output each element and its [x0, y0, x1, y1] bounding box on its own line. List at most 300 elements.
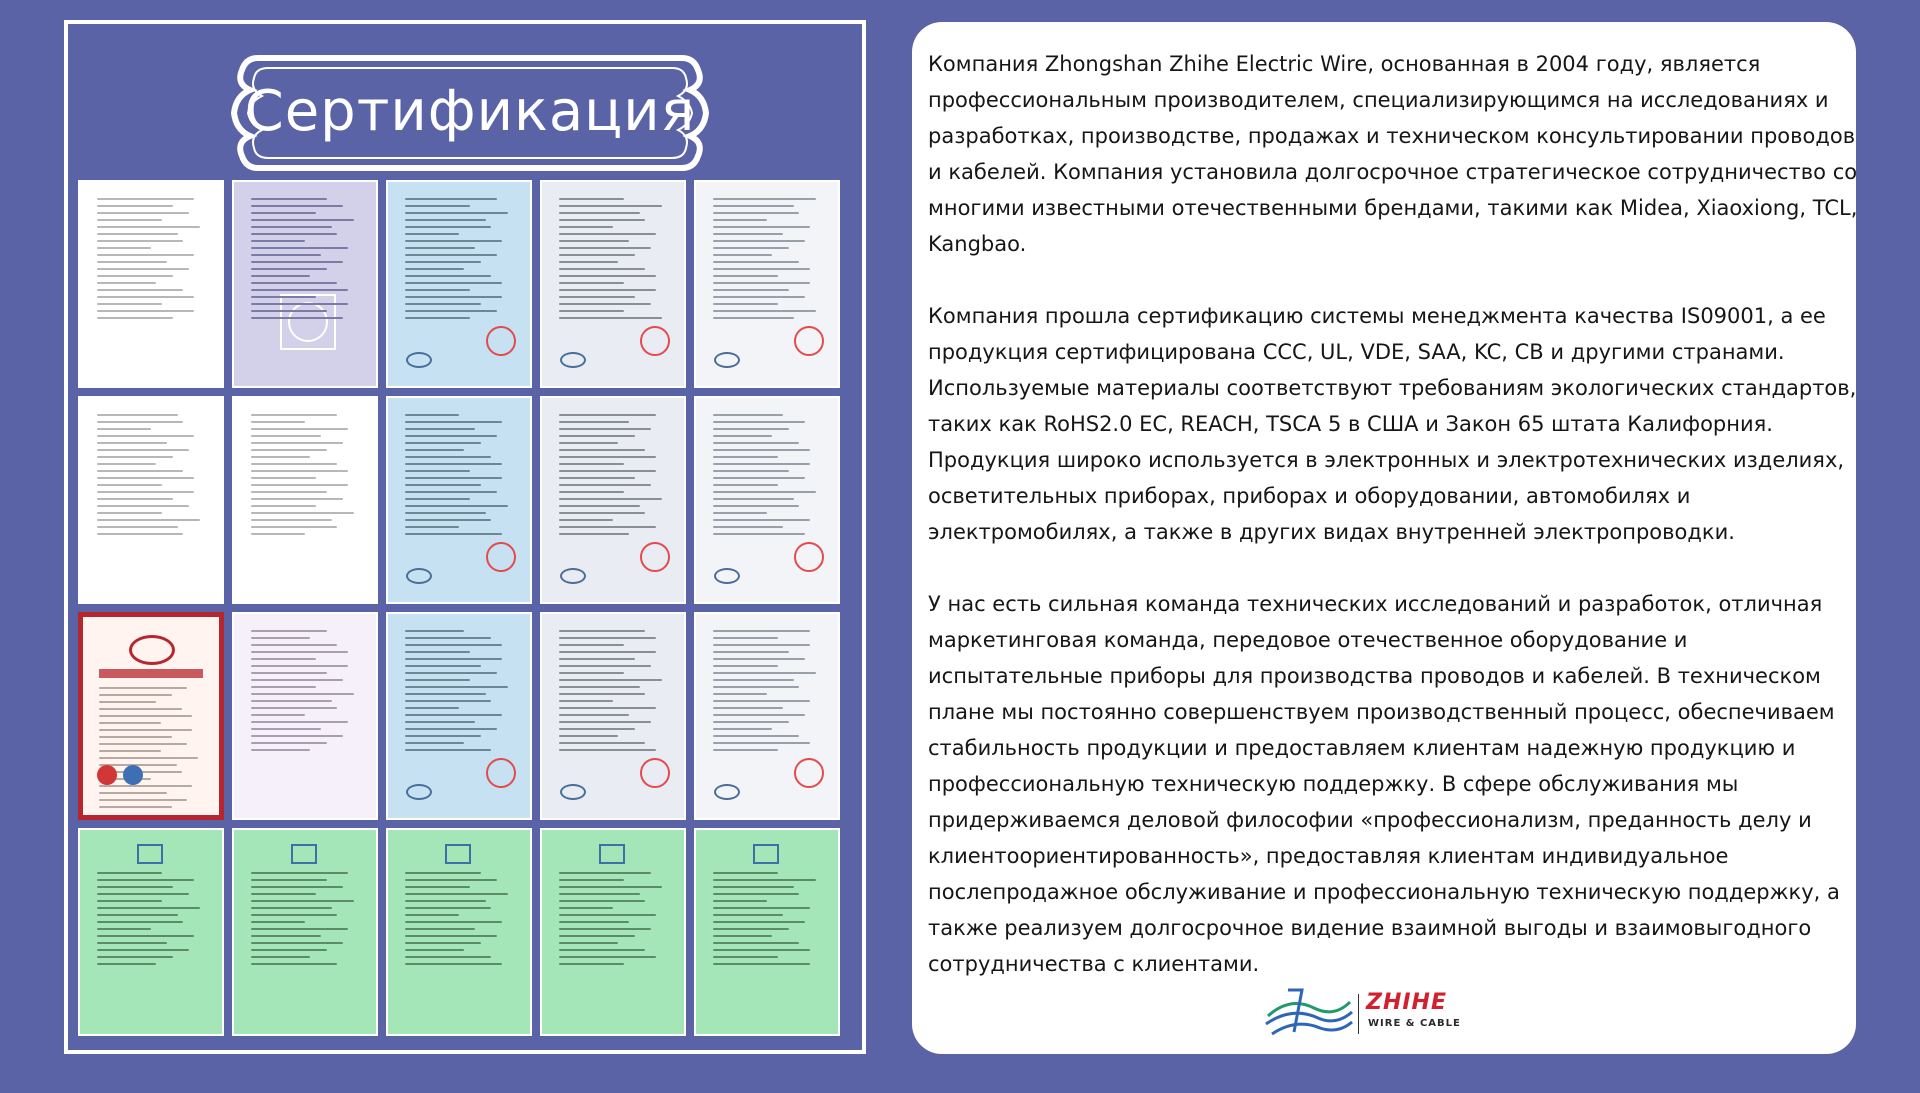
- text-line: [251, 679, 343, 681]
- text-line: [97, 533, 183, 535]
- text-line: [559, 456, 656, 458]
- text-line: [97, 914, 178, 916]
- text-line: [559, 198, 624, 200]
- text-line: [713, 317, 794, 319]
- paragraph-certification: Компания прошла сертификацию системы менеджмента качества IS09001, а ее продукция сертифицирована CCC, UL, VDE, SAA, KC, CB и другими странами. Используемые материалы соответствуют требованиям экологических стандартов, таких как RoHS2.0 EC, REACH, TSCA 5 в США и Закон 65 штата Калифорния. Продукция широко используется в электронных и электротехнических изделиях, осветительных приборах, приборах и оборудовании, автомобилях и электромобилях, а также в других видах внутренней электропроводки.: [928, 304, 1857, 544]
- text-line: [559, 421, 629, 423]
- text-line: [713, 637, 778, 639]
- text-line: [559, 630, 645, 632]
- text-line: [405, 205, 470, 207]
- text-line: [405, 268, 464, 270]
- text-line: [97, 872, 162, 874]
- text-line: [405, 879, 497, 881]
- text-line: [713, 672, 816, 674]
- kc-logo-icon: [599, 844, 625, 864]
- text-line: [559, 707, 656, 709]
- certificate-text-lines: [405, 414, 513, 540]
- text-line: [405, 463, 502, 465]
- text-line: [405, 296, 502, 298]
- text-line: [97, 212, 189, 214]
- text-line: [251, 963, 337, 965]
- text-line: [99, 792, 166, 794]
- certificate-text-lines: [559, 872, 667, 970]
- text-line: [405, 275, 491, 277]
- text-line: [713, 268, 810, 270]
- text-line: [97, 240, 183, 242]
- red-stamp-icon: [640, 758, 670, 788]
- text-line: [405, 714, 502, 716]
- text-line: [559, 735, 618, 737]
- text-line: [251, 435, 321, 437]
- text-line: [713, 275, 778, 277]
- text-line: [713, 928, 789, 930]
- certificate-text-lines: [559, 414, 667, 540]
- text-line: [405, 233, 459, 235]
- text-line: [99, 694, 171, 696]
- text-line: [405, 526, 459, 528]
- text-line: [405, 693, 486, 695]
- text-line: [559, 900, 645, 902]
- text-line: [713, 658, 805, 660]
- text-line: [559, 219, 645, 221]
- company-logo: [1262, 982, 1512, 1042]
- text-line: [713, 651, 789, 653]
- text-line: [97, 449, 189, 451]
- ccc-mark-icon: [714, 352, 740, 368]
- kc-logo-icon: [753, 844, 779, 864]
- text-line: [251, 742, 327, 744]
- text-line: [713, 226, 810, 228]
- text-line: [251, 714, 305, 716]
- text-line: [251, 879, 327, 881]
- text-line: [713, 414, 783, 416]
- certificate-text-lines: [405, 872, 513, 970]
- text-line: [97, 310, 194, 312]
- text-line: [713, 886, 794, 888]
- text-line: [99, 687, 187, 689]
- text-line: [405, 651, 470, 653]
- text-line: [405, 872, 481, 874]
- text-line: [405, 665, 481, 667]
- text-line: [405, 900, 486, 902]
- red-stamp-icon: [794, 326, 824, 356]
- text-line: [559, 679, 662, 681]
- text-line: [559, 907, 613, 909]
- text-line: [405, 935, 497, 937]
- text-line: [559, 205, 662, 207]
- text-line: [251, 900, 354, 902]
- text-line: [251, 477, 316, 479]
- text-line: [713, 907, 810, 909]
- text-line: [559, 658, 635, 660]
- logo-brand-text: ZHIHE: [1366, 990, 1447, 1015]
- text-line: [97, 470, 183, 472]
- certificate-thumbnail: [78, 828, 224, 1036]
- text-line: [559, 935, 635, 937]
- text-line: [559, 637, 656, 639]
- text-line: [559, 233, 656, 235]
- text-line: [99, 750, 161, 752]
- text-line: [405, 721, 475, 723]
- text-line: [251, 240, 305, 242]
- text-line: [251, 310, 327, 312]
- text-line: [97, 275, 173, 277]
- ccc-mark-icon: [406, 784, 432, 800]
- certificate-thumbnail: [232, 612, 378, 820]
- text-line: [251, 914, 337, 916]
- text-line: [713, 914, 783, 916]
- text-line: [405, 303, 481, 305]
- text-line: [559, 282, 624, 284]
- text-line: [251, 317, 343, 319]
- text-line: [251, 414, 337, 416]
- certificate-thumbnail: [694, 828, 840, 1036]
- text-line: [405, 644, 502, 646]
- kc-logo-icon: [445, 844, 471, 864]
- text-line: [97, 907, 200, 909]
- certificate-text-lines: [97, 872, 205, 970]
- text-line: [251, 721, 348, 723]
- text-line: [405, 907, 491, 909]
- text-line: [559, 914, 656, 916]
- text-line: [559, 651, 656, 653]
- text-line: [559, 921, 629, 923]
- text-line: [251, 907, 332, 909]
- text-line: [405, 212, 508, 214]
- text-line: [405, 749, 491, 751]
- text-line: [97, 233, 178, 235]
- text-line: [713, 533, 805, 535]
- text-line: [405, 428, 475, 430]
- text-line: [713, 289, 789, 291]
- text-line: [559, 463, 624, 465]
- text-line: [97, 414, 178, 416]
- text-line: [713, 893, 799, 895]
- text-line: [97, 526, 178, 528]
- text-line: [99, 799, 187, 801]
- text-line: [97, 296, 194, 298]
- text-line: [99, 701, 156, 703]
- text-line: [405, 949, 464, 951]
- text-line: [97, 512, 162, 514]
- text-line: [251, 942, 343, 944]
- text-line: [713, 442, 799, 444]
- text-line: [405, 421, 502, 423]
- wave-logo-icon: [1262, 982, 1354, 1042]
- red-stamp-icon: [640, 326, 670, 356]
- text-line: [713, 728, 772, 730]
- text-line: [97, 219, 162, 221]
- text-line: [251, 282, 337, 284]
- text-line: [251, 672, 327, 674]
- certificate-text-lines: [559, 630, 667, 756]
- text-line: [713, 205, 794, 207]
- certificate-thumbnail: [386, 396, 532, 604]
- text-line: [97, 893, 189, 895]
- text-line: [405, 658, 502, 660]
- certificate-text-lines: [251, 414, 359, 540]
- text-line: [99, 736, 171, 738]
- text-line: [99, 806, 171, 808]
- text-line: [99, 785, 192, 787]
- text-line: [251, 928, 348, 930]
- text-line: [97, 317, 173, 319]
- text-line: [559, 296, 635, 298]
- text-line: [251, 686, 316, 688]
- text-line: [251, 491, 327, 493]
- red-stamp-icon: [794, 758, 824, 788]
- certificate-text-lines: [405, 630, 513, 756]
- text-line: [405, 456, 491, 458]
- text-line: [251, 198, 327, 200]
- text-line: [405, 630, 464, 632]
- certificate-thumbnail: [232, 396, 378, 604]
- text-line: [405, 449, 464, 451]
- text-line: [559, 956, 656, 958]
- text-line: [251, 442, 343, 444]
- text-line: [251, 275, 310, 277]
- red-stamp-icon: [486, 758, 516, 788]
- text-line: [405, 707, 459, 709]
- text-line: [99, 708, 182, 710]
- text-line: [97, 421, 183, 423]
- text-line: [405, 247, 475, 249]
- text-line: [713, 310, 816, 312]
- text-line: [97, 289, 183, 291]
- text-line: [559, 672, 624, 674]
- text-line: [97, 928, 151, 930]
- text-line: [97, 505, 189, 507]
- text-line: [713, 240, 805, 242]
- text-line: [713, 749, 778, 751]
- text-line: [97, 463, 156, 465]
- text-line: [713, 212, 799, 214]
- text-line: [405, 310, 497, 312]
- certificate-text-lines: [713, 198, 821, 324]
- text-line: [559, 268, 645, 270]
- text-line: [559, 714, 629, 716]
- text-line: [251, 956, 310, 958]
- text-line: [713, 484, 778, 486]
- text-line: [405, 289, 470, 291]
- text-line: [405, 491, 497, 493]
- text-line: [405, 484, 481, 486]
- text-line: [251, 728, 321, 730]
- text-line: [97, 435, 194, 437]
- text-line: [405, 240, 502, 242]
- ccc-mark-icon: [560, 568, 586, 584]
- text-line: [713, 693, 767, 695]
- text-line: [97, 442, 167, 444]
- text-line: [713, 679, 794, 681]
- text-line: [559, 963, 624, 965]
- text-line: [713, 714, 805, 716]
- text-line: [251, 651, 348, 653]
- text-line: [559, 742, 645, 744]
- seal-icon: [97, 765, 117, 785]
- text-line: [559, 893, 640, 895]
- text-line: [251, 428, 348, 430]
- text-line: [713, 303, 778, 305]
- text-line: [405, 317, 470, 319]
- logo-subtitle: WIRE & CABLE: [1368, 1018, 1461, 1029]
- certificate-text-lines: [405, 198, 513, 324]
- text-line: [405, 914, 459, 916]
- certificate-thumbnail: [232, 828, 378, 1036]
- ccc-mark-icon: [714, 784, 740, 800]
- text-line: [405, 742, 464, 744]
- text-line: [97, 900, 162, 902]
- text-line: [713, 644, 810, 646]
- text-line: [251, 219, 354, 221]
- text-line: [97, 428, 151, 430]
- text-line: [713, 735, 799, 737]
- certificate-thumbnail: [694, 396, 840, 604]
- text-line: [559, 435, 635, 437]
- text-line: [559, 254, 635, 256]
- ccc-mark-icon: [560, 352, 586, 368]
- text-line: [251, 630, 327, 632]
- text-line: [405, 498, 470, 500]
- text-line: [251, 665, 348, 667]
- text-line: [251, 658, 316, 660]
- text-line: [251, 519, 332, 521]
- text-line: [405, 672, 497, 674]
- text-line: [251, 644, 337, 646]
- text-line: [559, 526, 656, 528]
- ccc-mark-icon: [406, 568, 432, 584]
- text-line: [559, 498, 662, 500]
- description-panel: [912, 22, 1856, 1054]
- text-line: [713, 261, 799, 263]
- certificate-thumbnail: [386, 180, 532, 388]
- text-line: [405, 219, 486, 221]
- text-line: [97, 921, 183, 923]
- text-line: [405, 414, 459, 416]
- text-line: [713, 900, 767, 902]
- text-line: [99, 743, 187, 745]
- text-line: [713, 233, 783, 235]
- certificate-thumbnail: [386, 828, 532, 1036]
- text-line: [559, 693, 645, 695]
- text-line: [251, 921, 305, 923]
- text-line: [97, 491, 194, 493]
- text-line: [559, 275, 656, 277]
- text-line: [97, 498, 173, 500]
- text-line: [713, 707, 783, 709]
- certificate-text-lines: [713, 414, 821, 540]
- text-line: [251, 935, 321, 937]
- text-line: [713, 470, 789, 472]
- text-line: [251, 533, 305, 535]
- certificate-thumbnail: [540, 180, 686, 388]
- text-line: [97, 261, 167, 263]
- text-line: [559, 470, 656, 472]
- text-line: [559, 317, 662, 319]
- text-line: [713, 935, 772, 937]
- text-line: [559, 872, 651, 874]
- certificate-text-lines: [97, 198, 205, 324]
- text-line: [97, 886, 173, 888]
- text-line: [713, 872, 778, 874]
- text-line: [713, 491, 816, 493]
- text-line: [713, 449, 810, 451]
- text-line: [559, 310, 624, 312]
- text-line: [405, 533, 502, 535]
- text-line: [97, 935, 194, 937]
- page-title: Сертификация: [244, 79, 696, 144]
- text-line: [559, 261, 618, 263]
- text-line: [251, 205, 343, 207]
- text-line: [559, 644, 624, 646]
- text-line: [713, 219, 767, 221]
- text-line: [713, 247, 789, 249]
- text-line: [251, 505, 316, 507]
- text-line: [251, 261, 343, 263]
- certificate-thumbnail: [540, 396, 686, 604]
- text-line: [713, 456, 778, 458]
- text-line: [713, 435, 772, 437]
- certificate-text-lines: [251, 198, 359, 324]
- text-line: [251, 421, 305, 423]
- certificate-text-lines: [97, 414, 205, 540]
- red-stamp-icon: [486, 542, 516, 572]
- text-line: [251, 526, 337, 528]
- text-line: [97, 963, 156, 965]
- certificate-text-lines: [713, 630, 821, 756]
- text-line: [559, 303, 651, 305]
- text-line: [559, 700, 613, 702]
- certificate-thumbnail: [78, 180, 224, 388]
- text-line: [405, 956, 491, 958]
- text-line: [559, 505, 640, 507]
- certificate-thumbnail: [232, 180, 378, 388]
- certificate-thumbnail: [540, 828, 686, 1036]
- text-line: [559, 879, 624, 881]
- text-line: [713, 942, 799, 944]
- text-line: [405, 942, 481, 944]
- certificate-thumbnail: [540, 612, 686, 820]
- certificate-text-lines: [251, 630, 359, 756]
- text-line: [99, 715, 192, 717]
- text-line: [97, 456, 173, 458]
- text-line: [97, 247, 151, 249]
- text-line: [251, 949, 327, 951]
- logo-divider: [1358, 994, 1359, 1034]
- text-line: [559, 289, 656, 291]
- text-line: [713, 296, 805, 298]
- text-line: [405, 700, 491, 702]
- text-line: [251, 470, 348, 472]
- text-line: [251, 886, 343, 888]
- text-line: [405, 893, 508, 895]
- text-line: [251, 498, 343, 500]
- text-line: [405, 512, 486, 514]
- text-line: [97, 268, 189, 270]
- red-stamp-icon: [794, 542, 824, 572]
- text-line: [713, 428, 789, 430]
- certificates-panel: [64, 20, 866, 1054]
- description-text: [928, 46, 1858, 1018]
- text-line: [251, 456, 310, 458]
- text-line: [251, 296, 316, 298]
- text-line: [559, 442, 618, 444]
- text-line: [559, 226, 613, 228]
- text-line: [559, 491, 624, 493]
- ccc-mark-icon: [714, 568, 740, 584]
- text-line: [713, 421, 805, 423]
- text-line: [251, 449, 327, 451]
